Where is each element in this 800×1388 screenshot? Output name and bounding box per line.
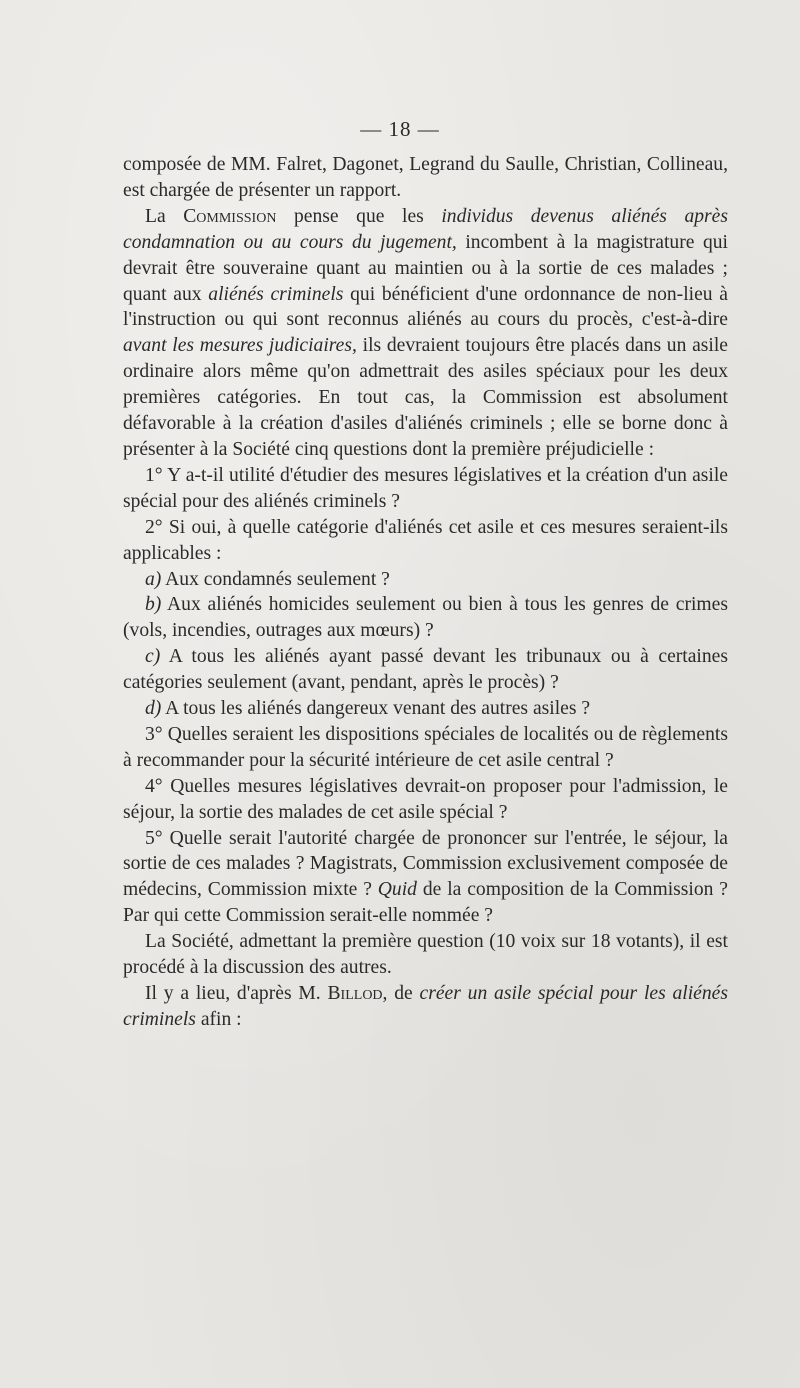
item-text: Aux aliénés homicides seulement ou bien à tous les genres de crimes (vols, incendies, outrages aux mœurs) ? [123, 594, 728, 642]
question-4 [123, 774, 728, 826]
text-run: Il y a lieu, d'après M. [145, 983, 328, 1004]
question-2 [123, 515, 728, 567]
paragraph-commission [123, 204, 728, 463]
body-text [123, 152, 728, 1033]
text-run: afin : [195, 1008, 242, 1030]
item-text: Aux condamnés seulement ? [161, 568, 390, 590]
italic-run: Quid [377, 879, 417, 901]
small-caps-run: Commission [183, 205, 277, 227]
text-run: pense que les [276, 205, 442, 227]
text-run: , de [382, 983, 420, 1004]
text-run: La [145, 205, 184, 227]
question-text: 4° Quelles mesures législatives devrait-on proposer pour l'admission, le séjour, la sortie des malades de cet asile spécial ? [123, 775, 728, 823]
italic-run: individus devenus aliénés après condamnation ou au cours du jugement, [123, 205, 729, 253]
question-text: 2° Si oui, à quelle catégorie d'aliénés cet asile et ces mesures seraient-ils applicables : [123, 516, 728, 564]
item-label: a) [145, 568, 162, 590]
item-label: b) [145, 594, 162, 616]
small-caps-run: Billod [327, 983, 383, 1004]
italic-run: avant les mesures judiciaires, [123, 335, 357, 357]
question-text: de la composition de la Commission ? Par qui cette Commission serait-elle nommée ? [123, 879, 728, 927]
item-text: A tous les aliénés dangereux venant des autres asiles ? [161, 698, 591, 720]
question-1 [123, 463, 728, 515]
text-run: qui bénéficient d'une ordonnance de non-lieu à l'instruction ou qui sont reconnus aliénés au cours du procès, c'est-à-dire [123, 283, 728, 331]
question-text: 5° Quelle serait l'autorité chargée de prononcer sur l'entrée, le séjour, la sortie de ces malades ? Magistrats, Commission exclusivement composée de médecins, Commission mixte ? [123, 827, 728, 901]
question-3 [123, 722, 728, 774]
paragraph-continuation [123, 152, 728, 204]
item-text: A tous les aliénés ayant passé devant les tribunaux ou à certaines catégories seulement (avant, pendant, après le procès) ? [123, 646, 728, 694]
question-2b [123, 592, 728, 644]
item-label: c) [145, 646, 161, 668]
question-2c [123, 644, 728, 696]
question-text: 1° Y a-t-il utilité d'étudier des mesures législatives et la création d'un asile spécial pour des aliénés criminels ? [123, 464, 728, 512]
paragraph-vote [123, 929, 728, 981]
page-number: — 18 — [360, 117, 440, 141]
question-text: 3° Quelles seraient les dispositions spéciales de localités ou de règlements à recommander pour la sécurité intérieure de cet asile central ? [123, 723, 728, 771]
italic-run: aliénés criminels [208, 283, 344, 305]
question-2a [123, 567, 728, 593]
paragraph-text: composée de MM. Falret, Dagonet, Legrand du Saulle, Christian, Collineau, est chargée de présenter un rapport. [123, 154, 728, 201]
item-label: d) [145, 698, 162, 720]
italic-run: créer un asile spécial pour les aliénés criminels [123, 983, 728, 1030]
paragraph-text: La Société, admettant la première question (10 voix sur 18 votants), il est procédé à la discussion des autres. [123, 931, 728, 979]
paragraph-billod [123, 981, 728, 1033]
text-run: incombent à la magistrature qui devrait être souveraine quant au maintien ou à la sortie de ces malades ; quant aux [123, 231, 728, 305]
text-run: ils devraient toujours être placés dans un asile ordinaire alors même qu'on admettrait des asiles spéciaux pour les deux premières catégories. En tout cas, la Commission est absolument défavorable à la création d'asiles d'aliénés criminels ; elle se borne donc à présenter à la Société cinq questions dont la première préjudicielle : [123, 335, 728, 460]
question-2d [123, 696, 728, 722]
question-5 [123, 826, 728, 930]
